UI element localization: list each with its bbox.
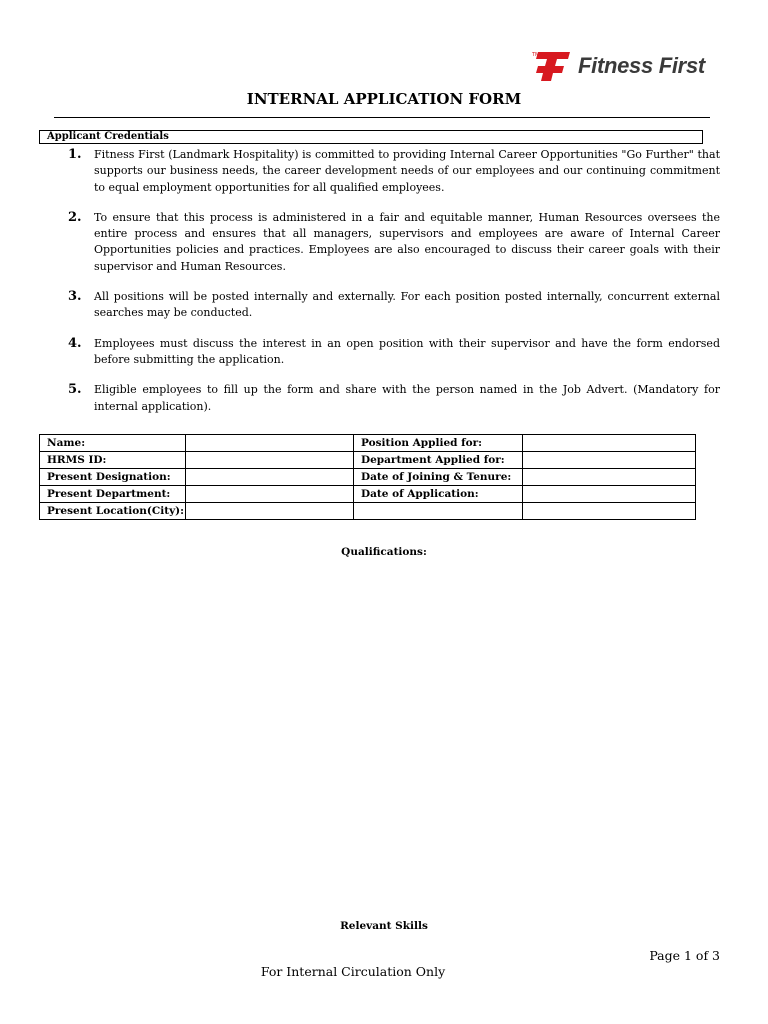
- policy-item-number: 3.: [68, 289, 82, 305]
- policy-item-number: 4.: [68, 335, 82, 351]
- policy-item-text: Fitness First (Landmark Hospitality) is committed to providing Internal Career Opportunities "Go Further" that supports our business needs, the career development needs of our employees and our continuing commitment to equal employment opportunities for all qualified employees.: [94, 148, 720, 194]
- policy-item-text: Employees must discuss the interest in an open position with their supervisor and have the form endorsed before submitting the application.: [94, 336, 720, 366]
- logo-wordmark: Fitness First: [578, 53, 705, 78]
- page-number: Page 1 of 3: [649, 948, 720, 963]
- present-department-field[interactable]: [186, 486, 354, 503]
- table-row: [40, 486, 696, 503]
- policy-item: [68, 382, 720, 415]
- policy-item: [68, 336, 720, 369]
- date-of-application-field[interactable]: [523, 486, 696, 503]
- policy-item-number: 2.: [68, 209, 82, 225]
- fitness-first-emblem-icon: [532, 50, 570, 82]
- table-row: [40, 435, 696, 452]
- svg-text:TM: TM: [532, 52, 540, 58]
- name-label: Name:: [40, 435, 186, 452]
- hrms-id-label: HRMS ID:: [40, 452, 186, 469]
- position-applied-field[interactable]: [523, 435, 696, 452]
- policy-item: [68, 289, 720, 322]
- policy-item: [68, 210, 720, 275]
- policy-item-number: 5.: [68, 382, 82, 398]
- joining-tenure-field[interactable]: [523, 469, 696, 486]
- present-department-label: Present Department:: [40, 486, 186, 503]
- table-row: [40, 503, 696, 520]
- policy-item: [68, 147, 720, 196]
- policy-list: [68, 147, 720, 429]
- department-applied-label: Department Applied for:: [354, 452, 523, 469]
- present-location-field[interactable]: [186, 503, 354, 520]
- table-row: [40, 452, 696, 469]
- circulation-note: For Internal Circulation Only: [260, 964, 446, 979]
- policy-item-text: To ensure that this process is administered in a fair and equitable manner, Human Resources oversees the entire process and ensures that all managers, supervisors and employees are aware of Internal Career Opportunities policies and practices. Employees are also encouraged to discuss their career goals with their supervisor and Human Resources.: [94, 210, 720, 273]
- policy-item-text: All positions will be posted internally and externally. For each position posted internally, concurrent external searches may be conducted.: [94, 290, 720, 320]
- name-field[interactable]: [186, 435, 354, 452]
- page-title: INTERNAL APPLICATION FORM: [246, 90, 522, 108]
- date-of-application-label: Date of Application:: [354, 486, 523, 503]
- title-divider: [54, 117, 710, 118]
- present-designation-label: Present Designation:: [40, 469, 186, 486]
- department-applied-field[interactable]: [523, 452, 696, 469]
- applicant-info-table: [39, 434, 696, 520]
- empty-label-cell: [354, 503, 523, 520]
- present-location-label: Present Location(City):: [40, 503, 186, 520]
- policy-item-number: 1.: [68, 147, 82, 162]
- present-designation-field[interactable]: [186, 469, 354, 486]
- qualifications-heading: Qualifications:: [341, 546, 427, 558]
- fitness-first-logo: [532, 49, 705, 83]
- applicant-credentials-label: Applicant Credentials: [39, 130, 703, 144]
- joining-tenure-label: Date of Joining & Tenure:: [354, 469, 523, 486]
- hrms-id-field[interactable]: [186, 452, 354, 469]
- position-applied-label: Position Applied for:: [354, 435, 523, 452]
- policy-item-text: Eligible employees to fill up the form and share with the person named in the Job Advert. (Mandatory for internal application).: [94, 383, 720, 413]
- empty-value-cell[interactable]: [523, 503, 696, 520]
- table-row: [40, 469, 696, 486]
- relevant-skills-heading: Relevant Skills: [340, 920, 428, 932]
